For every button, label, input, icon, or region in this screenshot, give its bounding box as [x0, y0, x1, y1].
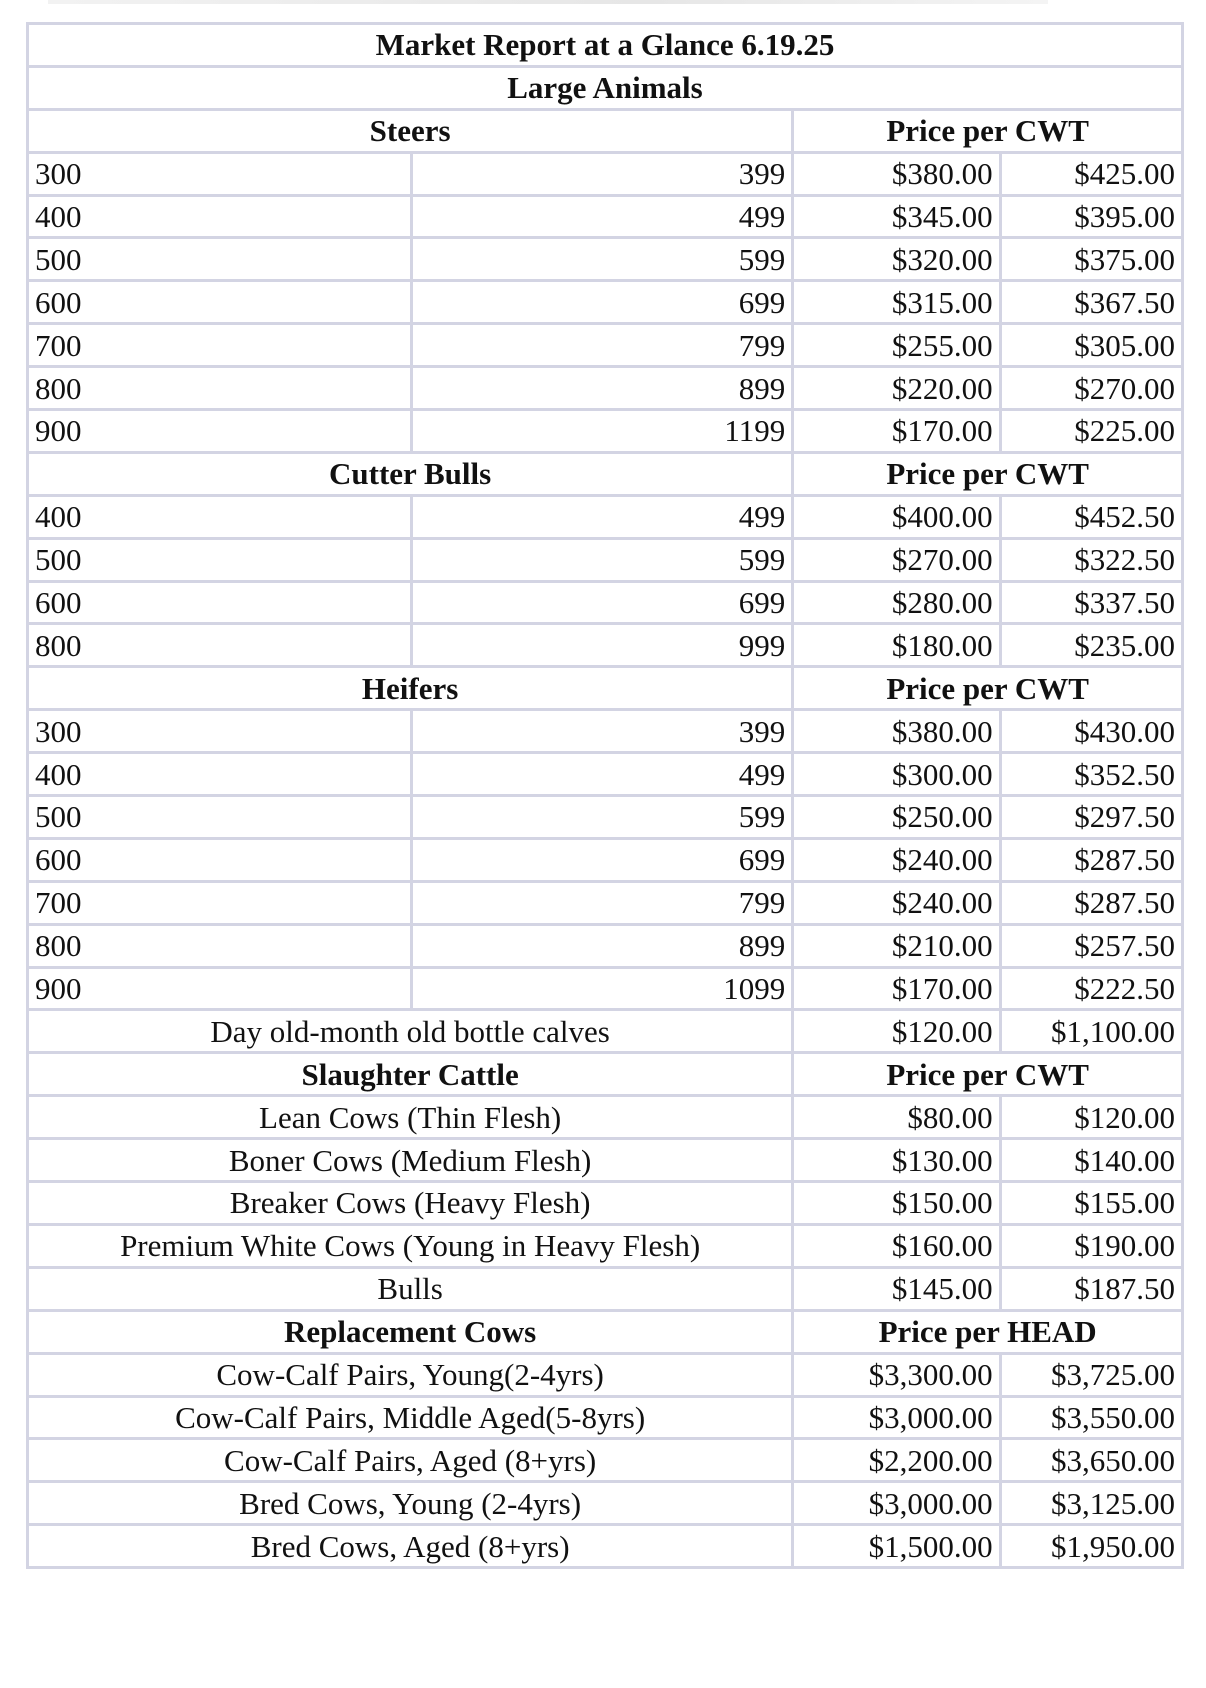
weight-range-low: 400	[28, 753, 412, 796]
price-row	[28, 1224, 1183, 1267]
price-high: $257.50	[1000, 924, 1182, 967]
weight-range-low: 500	[28, 796, 412, 839]
weight-range-high: 399	[412, 152, 793, 195]
price-high: $3,125.00	[1000, 1482, 1182, 1525]
price-high: $270.00	[1000, 367, 1182, 410]
class-label: Cow-Calf Pairs, Young(2-4yrs)	[28, 1353, 793, 1396]
price-low: $80.00	[793, 1096, 1000, 1139]
weight-range-high: 599	[412, 796, 793, 839]
price-low: $2,200.00	[793, 1439, 1000, 1482]
weight-range-low: 500	[28, 538, 412, 581]
price-row	[28, 1182, 1183, 1225]
price-row	[28, 838, 1183, 881]
class-label: Breaker Cows (Heavy Flesh)	[28, 1182, 793, 1225]
weight-range-high: 999	[412, 624, 793, 667]
subtitle-row	[28, 66, 1183, 109]
weight-range-high: 899	[412, 367, 793, 410]
price-low: $240.00	[793, 838, 1000, 881]
price-row	[28, 495, 1183, 538]
price-low: $210.00	[793, 924, 1000, 967]
weight-range-high: 799	[412, 324, 793, 367]
price-row	[28, 581, 1183, 624]
price-high: $375.00	[1000, 238, 1182, 281]
price-high: $140.00	[1000, 1139, 1182, 1182]
price-high: $395.00	[1000, 195, 1182, 238]
price-low: $145.00	[793, 1267, 1000, 1310]
price-low: $345.00	[793, 195, 1000, 238]
weight-range-high: 699	[412, 581, 793, 624]
report-title: Market Report at a Glance 6.19.25	[28, 24, 1183, 67]
class-label: Bulls	[28, 1267, 793, 1310]
price-row	[28, 967, 1183, 1010]
price-row	[28, 881, 1183, 924]
price-high: $1,950.00	[1000, 1525, 1182, 1568]
class-label: Cow-Calf Pairs, Aged (8+yrs)	[28, 1439, 793, 1482]
price-unit-header: Price per CWT	[793, 1053, 1183, 1096]
price-high: $367.50	[1000, 281, 1182, 324]
section-name: Steers	[28, 109, 793, 152]
class-label: Cow-Calf Pairs, Middle Aged(5-8yrs)	[28, 1396, 793, 1439]
section-header-row	[28, 667, 1183, 710]
weight-range-high: 499	[412, 753, 793, 796]
weight-range-low: 400	[28, 495, 412, 538]
section-header-row	[28, 109, 1183, 152]
price-low: $160.00	[793, 1224, 1000, 1267]
price-unit-header: Price per CWT	[793, 667, 1183, 710]
price-low: $1,500.00	[793, 1525, 1000, 1568]
price-low: $270.00	[793, 538, 1000, 581]
price-row	[28, 1353, 1183, 1396]
weight-range-high: 1099	[412, 967, 793, 1010]
price-row	[28, 1096, 1183, 1139]
price-unit-header: Price per HEAD	[793, 1310, 1183, 1353]
price-row	[28, 1267, 1183, 1310]
price-low: $170.00	[793, 410, 1000, 453]
weight-range-low: 800	[28, 924, 412, 967]
price-low: $150.00	[793, 1182, 1000, 1225]
price-low: $300.00	[793, 753, 1000, 796]
price-low: $380.00	[793, 152, 1000, 195]
price-row	[28, 152, 1183, 195]
class-label: Boner Cows (Medium Flesh)	[28, 1139, 793, 1182]
weight-range-low: 700	[28, 881, 412, 924]
price-high: $3,725.00	[1000, 1353, 1182, 1396]
price-row	[28, 1439, 1183, 1482]
price-high: $225.00	[1000, 410, 1182, 453]
price-row-extra	[28, 1010, 1183, 1053]
market-report-table	[26, 22, 1184, 1569]
price-high: $3,550.00	[1000, 1396, 1182, 1439]
weight-range-high: 399	[412, 710, 793, 753]
weight-range-low: 900	[28, 967, 412, 1010]
price-row	[28, 538, 1183, 581]
price-low: $220.00	[793, 367, 1000, 410]
section-header-row	[28, 1310, 1183, 1353]
weight-range-high: 499	[412, 495, 793, 538]
price-low: $180.00	[793, 624, 1000, 667]
class-label: Bred Cows, Young (2-4yrs)	[28, 1482, 793, 1525]
price-high: $155.00	[1000, 1182, 1182, 1225]
price-row	[28, 710, 1183, 753]
price-low: $320.00	[793, 238, 1000, 281]
weight-range-low: 900	[28, 410, 412, 453]
price-low: $3,000.00	[793, 1482, 1000, 1525]
price-row	[28, 1525, 1183, 1568]
price-high: $187.50	[1000, 1267, 1182, 1310]
report-body	[28, 24, 1183, 1568]
price-high: $3,650.00	[1000, 1439, 1182, 1482]
price-row	[28, 1139, 1183, 1182]
price-high: $287.50	[1000, 838, 1182, 881]
top-edge-strip	[48, 0, 1048, 4]
price-row	[28, 367, 1183, 410]
weight-range-high: 699	[412, 281, 793, 324]
price-high: $235.00	[1000, 624, 1182, 667]
price-row	[28, 753, 1183, 796]
price-row	[28, 281, 1183, 324]
weight-range-low: 400	[28, 195, 412, 238]
price-high: $352.50	[1000, 753, 1182, 796]
price-high: $1,100.00	[1000, 1010, 1182, 1053]
report-subtitle: Large Animals	[28, 66, 1183, 109]
price-unit-header: Price per CWT	[793, 452, 1183, 495]
price-row	[28, 324, 1183, 367]
price-low: $315.00	[793, 281, 1000, 324]
price-high: $305.00	[1000, 324, 1182, 367]
class-label: Lean Cows (Thin Flesh)	[28, 1096, 793, 1139]
price-low: $280.00	[793, 581, 1000, 624]
price-low: $255.00	[793, 324, 1000, 367]
price-high: $190.00	[1000, 1224, 1182, 1267]
weight-range-high: 499	[412, 195, 793, 238]
section-name: Replacement Cows	[28, 1310, 793, 1353]
price-low: $250.00	[793, 796, 1000, 839]
weight-range-low: 800	[28, 624, 412, 667]
class-label: Day old-month old bottle calves	[28, 1010, 793, 1053]
price-unit-header: Price per CWT	[793, 109, 1183, 152]
section-name: Cutter Bulls	[28, 452, 793, 495]
price-low: $3,300.00	[793, 1353, 1000, 1396]
price-high: $222.50	[1000, 967, 1182, 1010]
class-label: Premium White Cows (Young in Heavy Flesh)	[28, 1224, 793, 1267]
weight-range-high: 899	[412, 924, 793, 967]
price-high: $452.50	[1000, 495, 1182, 538]
price-high: $430.00	[1000, 710, 1182, 753]
weight-range-low: 500	[28, 238, 412, 281]
price-low: $240.00	[793, 881, 1000, 924]
price-low: $170.00	[793, 967, 1000, 1010]
price-row	[28, 1396, 1183, 1439]
price-row	[28, 624, 1183, 667]
price-row	[28, 924, 1183, 967]
weight-range-low: 300	[28, 152, 412, 195]
weight-range-low: 800	[28, 367, 412, 410]
class-label: Bred Cows, Aged (8+yrs)	[28, 1525, 793, 1568]
section-name: Heifers	[28, 667, 793, 710]
weight-range-low: 700	[28, 324, 412, 367]
price-low: $130.00	[793, 1139, 1000, 1182]
title-row	[28, 24, 1183, 67]
weight-range-low: 300	[28, 710, 412, 753]
price-high: $287.50	[1000, 881, 1182, 924]
price-low: $3,000.00	[793, 1396, 1000, 1439]
section-header-row	[28, 1053, 1183, 1096]
weight-range-low: 600	[28, 838, 412, 881]
price-low: $380.00	[793, 710, 1000, 753]
section-header-row	[28, 452, 1183, 495]
price-low: $400.00	[793, 495, 1000, 538]
price-high: $120.00	[1000, 1096, 1182, 1139]
price-row	[28, 796, 1183, 839]
price-row	[28, 410, 1183, 453]
weight-range-high: 699	[412, 838, 793, 881]
weight-range-low: 600	[28, 281, 412, 324]
price-high: $297.50	[1000, 796, 1182, 839]
weight-range-high: 599	[412, 538, 793, 581]
weight-range-high: 799	[412, 881, 793, 924]
price-row	[28, 195, 1183, 238]
weight-range-high: 1199	[412, 410, 793, 453]
price-row	[28, 238, 1183, 281]
price-high: $322.50	[1000, 538, 1182, 581]
section-name: Slaughter Cattle	[28, 1053, 793, 1096]
price-high: $425.00	[1000, 152, 1182, 195]
price-high: $337.50	[1000, 581, 1182, 624]
price-row	[28, 1482, 1183, 1525]
weight-range-high: 599	[412, 238, 793, 281]
weight-range-low: 600	[28, 581, 412, 624]
price-low: $120.00	[793, 1010, 1000, 1053]
